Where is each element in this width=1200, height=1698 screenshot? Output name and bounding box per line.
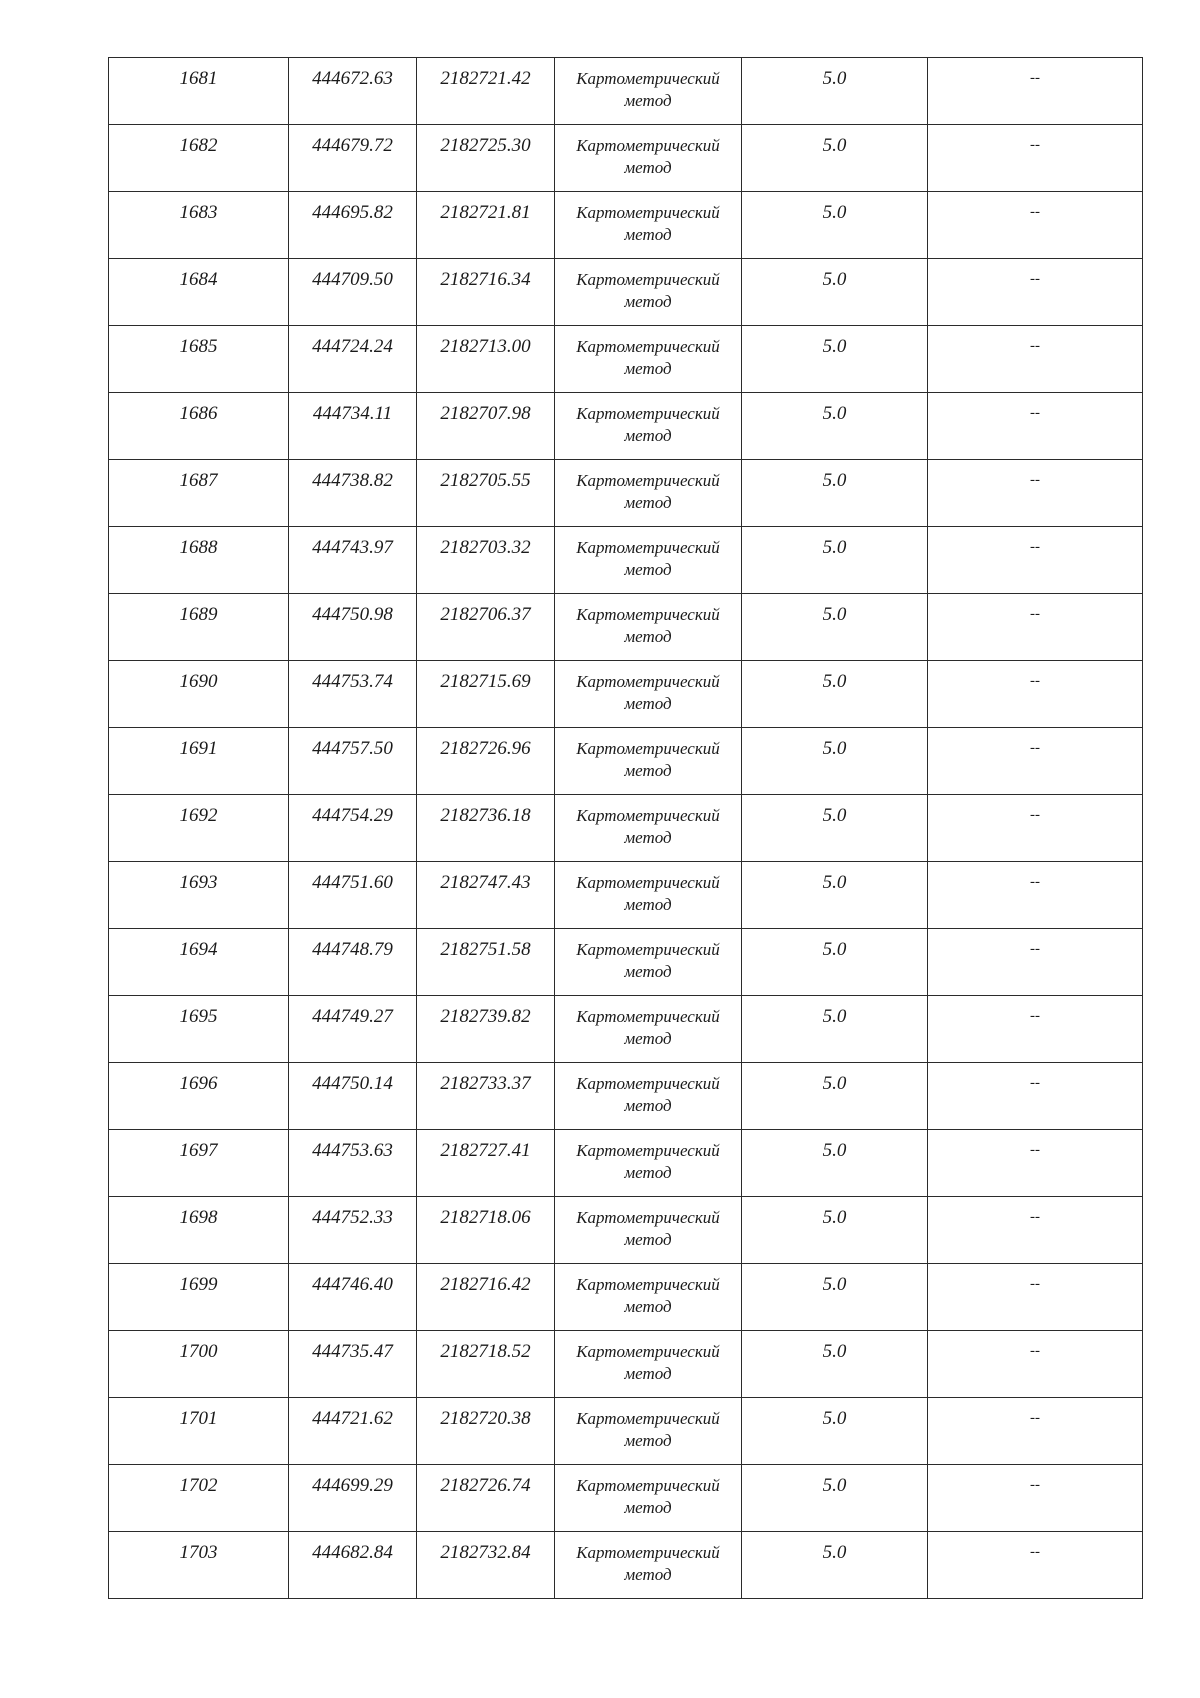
method-text-line: метод [624, 962, 672, 981]
note-cell: -- [928, 1197, 1143, 1264]
method-cell [555, 259, 742, 326]
method-text-line: Картометрический [576, 1208, 720, 1227]
table-row [109, 125, 1143, 192]
y-coordinate-cell: 2182718.52 [417, 1331, 555, 1398]
x-coordinate-cell: 444746.40 [289, 1264, 417, 1331]
x-coordinate-cell: 444752.33 [289, 1197, 417, 1264]
accuracy-cell: 5.0 [742, 594, 928, 661]
method-text-line: Картометрический [576, 1141, 720, 1160]
method-cell [555, 527, 742, 594]
table-row [109, 661, 1143, 728]
note-cell: -- [928, 1398, 1143, 1465]
table-row [109, 594, 1143, 661]
note-cell: -- [928, 929, 1143, 996]
note-cell: -- [928, 527, 1143, 594]
method-text-line: Картометрический [576, 69, 720, 88]
y-coordinate-cell: 2182736.18 [417, 795, 555, 862]
table-row [109, 58, 1143, 125]
x-coordinate-cell: 444753.74 [289, 661, 417, 728]
method-cell [555, 125, 742, 192]
table-row [109, 728, 1143, 795]
table-row [109, 1063, 1143, 1130]
table-row [109, 929, 1143, 996]
table-row [109, 795, 1143, 862]
coordinates-table [108, 57, 1143, 1599]
point-number-cell: 1681 [109, 58, 289, 125]
table-row [109, 393, 1143, 460]
coordinates-table-body [109, 58, 1143, 1599]
method-cell [555, 1398, 742, 1465]
point-number-cell: 1690 [109, 661, 289, 728]
accuracy-cell: 5.0 [742, 929, 928, 996]
method-text-line: Картометрический [576, 136, 720, 155]
y-coordinate-cell: 2182739.82 [417, 996, 555, 1063]
method-cell [555, 661, 742, 728]
y-coordinate-cell: 2182718.06 [417, 1197, 555, 1264]
method-text-line: Картометрический [576, 605, 720, 624]
x-coordinate-cell: 444734.11 [289, 393, 417, 460]
note-cell: -- [928, 862, 1143, 929]
method-text-line: Картометрический [576, 739, 720, 758]
method-cell [555, 795, 742, 862]
point-number-cell: 1684 [109, 259, 289, 326]
table-row [109, 1130, 1143, 1197]
x-coordinate-cell: 444749.27 [289, 996, 417, 1063]
table-row [109, 259, 1143, 326]
y-coordinate-cell: 2182716.34 [417, 259, 555, 326]
x-coordinate-cell: 444743.97 [289, 527, 417, 594]
x-coordinate-cell: 444735.47 [289, 1331, 417, 1398]
note-cell: -- [928, 594, 1143, 661]
y-coordinate-cell: 2182726.96 [417, 728, 555, 795]
point-number-cell: 1683 [109, 192, 289, 259]
accuracy-cell: 5.0 [742, 1197, 928, 1264]
x-coordinate-cell: 444753.63 [289, 1130, 417, 1197]
method-text-line: метод [624, 627, 672, 646]
point-number-cell: 1686 [109, 393, 289, 460]
table-row [109, 1264, 1143, 1331]
accuracy-cell: 5.0 [742, 192, 928, 259]
x-coordinate-cell: 444738.82 [289, 460, 417, 527]
note-cell: -- [928, 661, 1143, 728]
y-coordinate-cell: 2182733.37 [417, 1063, 555, 1130]
accuracy-cell: 5.0 [742, 661, 928, 728]
accuracy-cell: 5.0 [742, 326, 928, 393]
x-coordinate-cell: 444724.24 [289, 326, 417, 393]
method-text-line: метод [624, 91, 672, 110]
method-text-line: Картометрический [576, 806, 720, 825]
method-text-line: метод [624, 359, 672, 378]
point-number-cell: 1691 [109, 728, 289, 795]
method-cell [555, 1331, 742, 1398]
method-cell [555, 594, 742, 661]
method-cell [555, 460, 742, 527]
method-text-line: метод [624, 1565, 672, 1584]
accuracy-cell: 5.0 [742, 1063, 928, 1130]
note-cell: -- [928, 460, 1143, 527]
point-number-cell: 1699 [109, 1264, 289, 1331]
method-cell [555, 1063, 742, 1130]
method-text-line: Картометрический [576, 1342, 720, 1361]
method-text-line: метод [624, 560, 672, 579]
point-number-cell: 1693 [109, 862, 289, 929]
method-text-line: метод [624, 493, 672, 512]
y-coordinate-cell: 2182751.58 [417, 929, 555, 996]
point-number-cell: 1701 [109, 1398, 289, 1465]
accuracy-cell: 5.0 [742, 527, 928, 594]
x-coordinate-cell: 444721.62 [289, 1398, 417, 1465]
y-coordinate-cell: 2182715.69 [417, 661, 555, 728]
y-coordinate-cell: 2182747.43 [417, 862, 555, 929]
y-coordinate-cell: 2182716.42 [417, 1264, 555, 1331]
accuracy-cell: 5.0 [742, 58, 928, 125]
method-text-line: Картометрический [576, 1007, 720, 1026]
accuracy-cell: 5.0 [742, 1532, 928, 1599]
method-text-line: метод [624, 1431, 672, 1450]
method-cell [555, 58, 742, 125]
accuracy-cell: 5.0 [742, 795, 928, 862]
method-text-line: метод [624, 1096, 672, 1115]
method-text-line: Картометрический [576, 1409, 720, 1428]
table-row [109, 1532, 1143, 1599]
method-text-line: метод [624, 225, 672, 244]
point-number-cell: 1682 [109, 125, 289, 192]
y-coordinate-cell: 2182732.84 [417, 1532, 555, 1599]
table-row [109, 326, 1143, 393]
method-text-line: метод [624, 828, 672, 847]
method-text-line: Картометрический [576, 873, 720, 892]
note-cell: -- [928, 1264, 1143, 1331]
method-text-line: Картометрический [576, 940, 720, 959]
method-text-line: Картометрический [576, 538, 720, 557]
accuracy-cell: 5.0 [742, 728, 928, 795]
method-text-line: Картометрический [576, 471, 720, 490]
method-text-line: метод [624, 1230, 672, 1249]
method-cell [555, 728, 742, 795]
accuracy-cell: 5.0 [742, 393, 928, 460]
note-cell: -- [928, 58, 1143, 125]
note-cell: -- [928, 259, 1143, 326]
x-coordinate-cell: 444751.60 [289, 862, 417, 929]
x-coordinate-cell: 444750.98 [289, 594, 417, 661]
method-cell [555, 192, 742, 259]
method-cell [555, 1264, 742, 1331]
method-text-line: Картометрический [576, 1275, 720, 1294]
y-coordinate-cell: 2182713.00 [417, 326, 555, 393]
method-text-line: метод [624, 1364, 672, 1383]
y-coordinate-cell: 2182705.55 [417, 460, 555, 527]
method-text-line: метод [624, 1297, 672, 1316]
y-coordinate-cell: 2182703.32 [417, 527, 555, 594]
point-number-cell: 1694 [109, 929, 289, 996]
table-row [109, 527, 1143, 594]
y-coordinate-cell: 2182706.37 [417, 594, 555, 661]
note-cell: -- [928, 1331, 1143, 1398]
y-coordinate-cell: 2182725.30 [417, 125, 555, 192]
y-coordinate-cell: 2182707.98 [417, 393, 555, 460]
point-number-cell: 1702 [109, 1465, 289, 1532]
x-coordinate-cell: 444709.50 [289, 259, 417, 326]
method-text-line: метод [624, 694, 672, 713]
method-text-line: Картометрический [576, 672, 720, 691]
point-number-cell: 1685 [109, 326, 289, 393]
table-row [109, 1331, 1143, 1398]
note-cell: -- [928, 192, 1143, 259]
method-text-line: Картометрический [576, 270, 720, 289]
table-row [109, 996, 1143, 1063]
x-coordinate-cell: 444757.50 [289, 728, 417, 795]
note-cell: -- [928, 326, 1143, 393]
accuracy-cell: 5.0 [742, 460, 928, 527]
method-cell [555, 862, 742, 929]
table-row [109, 862, 1143, 929]
note-cell: -- [928, 1130, 1143, 1197]
y-coordinate-cell: 2182727.41 [417, 1130, 555, 1197]
table-row [109, 1465, 1143, 1532]
table-row [109, 192, 1143, 259]
point-number-cell: 1698 [109, 1197, 289, 1264]
method-cell [555, 996, 742, 1063]
note-cell: -- [928, 1532, 1143, 1599]
method-text-line: метод [624, 292, 672, 311]
note-cell: -- [928, 1063, 1143, 1130]
method-text-line: Картометрический [576, 1074, 720, 1093]
point-number-cell: 1696 [109, 1063, 289, 1130]
y-coordinate-cell: 2182721.42 [417, 58, 555, 125]
accuracy-cell: 5.0 [742, 259, 928, 326]
method-text-line: метод [624, 1498, 672, 1517]
point-number-cell: 1688 [109, 527, 289, 594]
method-cell [555, 326, 742, 393]
accuracy-cell: 5.0 [742, 125, 928, 192]
method-cell [555, 1130, 742, 1197]
method-text-line: метод [624, 426, 672, 445]
method-cell [555, 393, 742, 460]
method-text-line: Картометрический [576, 1476, 720, 1495]
x-coordinate-cell: 444682.84 [289, 1532, 417, 1599]
table-row [109, 1197, 1143, 1264]
method-cell [555, 1465, 742, 1532]
point-number-cell: 1703 [109, 1532, 289, 1599]
point-number-cell: 1687 [109, 460, 289, 527]
method-cell [555, 1532, 742, 1599]
x-coordinate-cell: 444699.29 [289, 1465, 417, 1532]
point-number-cell: 1692 [109, 795, 289, 862]
method-text-line: Картометрический [576, 203, 720, 222]
table-row [109, 1398, 1143, 1465]
accuracy-cell: 5.0 [742, 1264, 928, 1331]
accuracy-cell: 5.0 [742, 1465, 928, 1532]
accuracy-cell: 5.0 [742, 1130, 928, 1197]
note-cell: -- [928, 728, 1143, 795]
note-cell: -- [928, 1465, 1143, 1532]
note-cell: -- [928, 996, 1143, 1063]
x-coordinate-cell: 444754.29 [289, 795, 417, 862]
table-row [109, 460, 1143, 527]
point-number-cell: 1700 [109, 1331, 289, 1398]
x-coordinate-cell: 444695.82 [289, 192, 417, 259]
note-cell: -- [928, 795, 1143, 862]
method-text-line: Картометрический [576, 1543, 720, 1562]
method-text-line: Картометрический [576, 337, 720, 356]
y-coordinate-cell: 2182721.81 [417, 192, 555, 259]
accuracy-cell: 5.0 [742, 1398, 928, 1465]
accuracy-cell: 5.0 [742, 996, 928, 1063]
method-text-line: метод [624, 895, 672, 914]
method-text-line: Картометрический [576, 404, 720, 423]
accuracy-cell: 5.0 [742, 1331, 928, 1398]
x-coordinate-cell: 444748.79 [289, 929, 417, 996]
x-coordinate-cell: 444750.14 [289, 1063, 417, 1130]
point-number-cell: 1695 [109, 996, 289, 1063]
method-text-line: метод [624, 1163, 672, 1182]
method-cell [555, 929, 742, 996]
accuracy-cell: 5.0 [742, 862, 928, 929]
method-text-line: метод [624, 158, 672, 177]
method-text-line: метод [624, 761, 672, 780]
point-number-cell: 1697 [109, 1130, 289, 1197]
point-number-cell: 1689 [109, 594, 289, 661]
note-cell: -- [928, 125, 1143, 192]
y-coordinate-cell: 2182726.74 [417, 1465, 555, 1532]
x-coordinate-cell: 444672.63 [289, 58, 417, 125]
method-cell [555, 1197, 742, 1264]
x-coordinate-cell: 444679.72 [289, 125, 417, 192]
note-cell: -- [928, 393, 1143, 460]
method-text-line: метод [624, 1029, 672, 1048]
y-coordinate-cell: 2182720.38 [417, 1398, 555, 1465]
